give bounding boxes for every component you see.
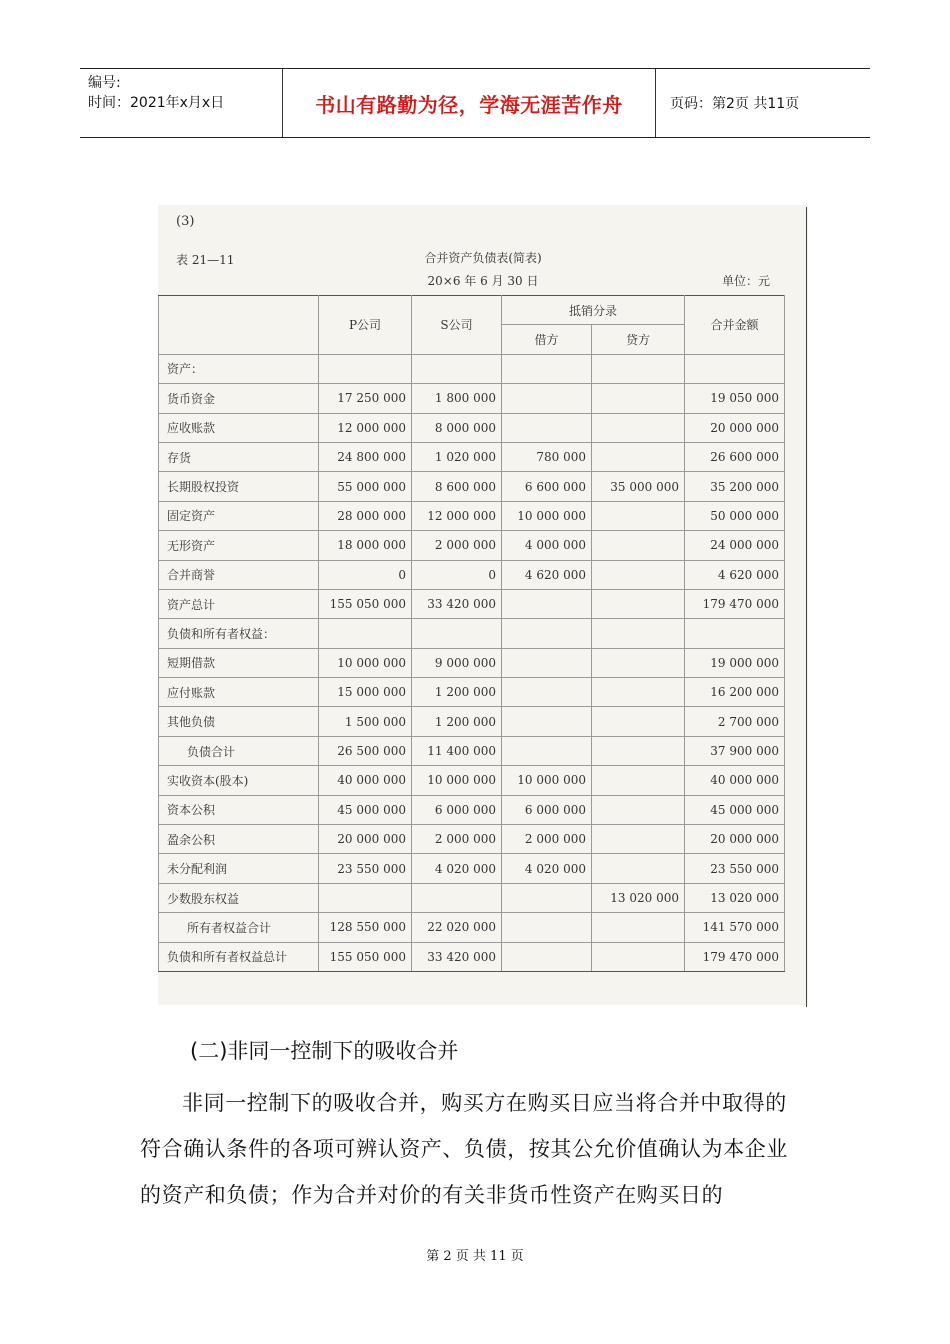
table-row xyxy=(159,825,785,854)
cell-total: 45 000 000 xyxy=(685,795,785,824)
table-row xyxy=(159,766,785,795)
cell-debit xyxy=(502,413,592,442)
table-row xyxy=(159,648,785,677)
cell-s: 1 800 000 xyxy=(412,384,502,413)
header-page-info: 页码：第2页 共11页 xyxy=(670,96,800,112)
cell-p: 45 000 000 xyxy=(319,795,412,824)
cell-p: 0 xyxy=(319,560,412,589)
table-row xyxy=(159,442,785,471)
cell-p: 55 000 000 xyxy=(319,472,412,501)
table-row xyxy=(159,501,785,530)
cell-total: 179 470 000 xyxy=(685,589,785,618)
row-item: 其他负债 xyxy=(159,707,319,736)
table-row xyxy=(159,913,785,942)
cell-s: 8 000 000 xyxy=(412,413,502,442)
cell-credit: 13 020 000 xyxy=(592,883,685,912)
cell-p xyxy=(319,354,412,383)
cell-debit xyxy=(502,707,592,736)
cell-debit xyxy=(502,678,592,707)
header-meta xyxy=(80,69,283,137)
cell-credit xyxy=(592,678,685,707)
cell-s xyxy=(412,354,502,383)
cell-s: 12 000 000 xyxy=(412,501,502,530)
table-row xyxy=(159,883,785,912)
table-row xyxy=(159,854,785,883)
row-item: 短期借款 xyxy=(159,648,319,677)
cell-credit xyxy=(592,531,685,560)
cell-total: 4 620 000 xyxy=(685,560,785,589)
cell-p: 17 250 000 xyxy=(319,384,412,413)
row-item: 所有者权益合计 xyxy=(159,913,319,942)
cell-debit xyxy=(502,913,592,942)
cell-debit xyxy=(502,354,592,383)
cell-total: 37 900 000 xyxy=(685,736,785,765)
cell-total: 19 000 000 xyxy=(685,648,785,677)
cell-total xyxy=(685,619,785,648)
cell-s: 1 200 000 xyxy=(412,707,502,736)
cell-total: 23 550 000 xyxy=(685,854,785,883)
cell-credit xyxy=(592,854,685,883)
cell-s: 2 000 000 xyxy=(412,531,502,560)
cell-total: 26 600 000 xyxy=(685,442,785,471)
cell-debit: 4 020 000 xyxy=(502,854,592,883)
row-item: 应收账款 xyxy=(159,413,319,442)
table-row xyxy=(159,472,785,501)
cell-total: 2 700 000 xyxy=(685,707,785,736)
header-s-company: S公司 xyxy=(412,296,502,355)
cell-s: 6 000 000 xyxy=(412,795,502,824)
cell-s: 33 420 000 xyxy=(412,942,502,971)
table-row xyxy=(159,413,785,442)
row-item: 合并商誉 xyxy=(159,560,319,589)
cell-credit xyxy=(592,354,685,383)
row-item: 实收资本(股本) xyxy=(159,766,319,795)
consolidated-balance-sheet xyxy=(158,295,785,972)
figure-edge-line xyxy=(806,207,807,1007)
row-item: 无形资产 xyxy=(159,531,319,560)
section-heading: (二)非同一控制下的吸收合并 xyxy=(190,1039,459,1063)
page-header xyxy=(80,68,870,138)
row-item: 资产： xyxy=(159,354,319,383)
cell-total: 19 050 000 xyxy=(685,384,785,413)
cell-total xyxy=(685,354,785,383)
row-item: 盈余公积 xyxy=(159,825,319,854)
cell-p: 28 000 000 xyxy=(319,501,412,530)
cell-p: 1 500 000 xyxy=(319,707,412,736)
table-title: 合并资产负债表(简表) xyxy=(424,251,542,265)
cell-s: 33 420 000 xyxy=(412,589,502,618)
header-p-company: P公司 xyxy=(319,296,412,355)
row-item: 应付账款 xyxy=(159,678,319,707)
cell-credit xyxy=(592,501,685,530)
cell-credit xyxy=(592,589,685,618)
cell-total: 20 000 000 xyxy=(685,825,785,854)
body-paragraph: 非同一控制下的吸收合并，购买方在购买日应当将合并中取得的符合确认条件的各项可辨认资产、负债，按其公允价值确认为本企业的资产和负债；作为合并对价的有关非货币性资产在购买日的 xyxy=(140,1091,788,1207)
cell-p: 155 050 000 xyxy=(319,589,412,618)
cell-p: 24 800 000 xyxy=(319,442,412,471)
cell-p xyxy=(319,883,412,912)
header-elimination: 抵销分录 xyxy=(502,296,685,325)
cell-s xyxy=(412,619,502,648)
cell-p: 23 550 000 xyxy=(319,854,412,883)
row-item: 负债和所有者权益： xyxy=(159,619,319,648)
cell-s: 1 020 000 xyxy=(412,442,502,471)
cell-debit: 10 000 000 xyxy=(502,501,592,530)
table-date: 20×6 年 6 月 30 日 xyxy=(427,274,539,288)
cell-p: 12 000 000 xyxy=(319,413,412,442)
cell-p: 40 000 000 xyxy=(319,766,412,795)
cell-debit xyxy=(502,736,592,765)
row-item: 资产总计 xyxy=(159,589,319,618)
date-label: 时间：2021年x月x日 xyxy=(88,95,225,111)
cell-credit xyxy=(592,413,685,442)
table-row xyxy=(159,384,785,413)
header-consolidated: 合并金额 xyxy=(685,296,785,355)
row-item: 存货 xyxy=(159,442,319,471)
cell-credit xyxy=(592,648,685,677)
cell-s: 0 xyxy=(412,560,502,589)
cell-s: 10 000 000 xyxy=(412,766,502,795)
header-debit: 借方 xyxy=(502,325,592,354)
cell-s: 9 000 000 xyxy=(412,648,502,677)
row-item: 资本公积 xyxy=(159,795,319,824)
figure-label: (3) xyxy=(176,214,195,229)
cell-credit xyxy=(592,707,685,736)
cell-debit: 2 000 000 xyxy=(502,825,592,854)
cell-credit xyxy=(592,795,685,824)
cell-p: 20 000 000 xyxy=(319,825,412,854)
table-row xyxy=(159,531,785,560)
row-item: 固定资产 xyxy=(159,501,319,530)
table-number: 表 21—11 xyxy=(176,253,235,267)
cell-total: 141 570 000 xyxy=(685,913,785,942)
row-item: 长期股权投资 xyxy=(159,472,319,501)
table-row xyxy=(159,560,785,589)
table-row xyxy=(159,678,785,707)
cell-credit xyxy=(592,913,685,942)
cell-p: 18 000 000 xyxy=(319,531,412,560)
cell-debit: 780 000 xyxy=(502,442,592,471)
cell-p: 128 550 000 xyxy=(319,913,412,942)
row-item: 少数股东权益 xyxy=(159,883,319,912)
cell-total: 20 000 000 xyxy=(685,413,785,442)
cell-total: 24 000 000 xyxy=(685,531,785,560)
cell-total: 16 200 000 xyxy=(685,678,785,707)
cell-debit: 6 600 000 xyxy=(502,472,592,501)
cell-credit xyxy=(592,442,685,471)
row-item: 未分配利润 xyxy=(159,854,319,883)
cell-s: 4 020 000 xyxy=(412,854,502,883)
table-row xyxy=(159,736,785,765)
cell-p: 155 050 000 xyxy=(319,942,412,971)
cell-credit xyxy=(592,766,685,795)
header-credit: 贷方 xyxy=(592,325,685,354)
row-item: 货币资金 xyxy=(159,384,319,413)
cell-credit xyxy=(592,384,685,413)
page-footer: 第 2 页 共 11 页 xyxy=(426,1249,524,1264)
cell-debit: 6 000 000 xyxy=(502,795,592,824)
cell-credit: 35 000 000 xyxy=(592,472,685,501)
cell-total: 50 000 000 xyxy=(685,501,785,530)
cell-debit xyxy=(502,942,592,971)
cell-p: 10 000 000 xyxy=(319,648,412,677)
cell-debit xyxy=(502,589,592,618)
doc-number-label: 编号: xyxy=(88,75,121,91)
table-row xyxy=(159,354,785,383)
cell-credit xyxy=(592,942,685,971)
table-unit: 单位：元 xyxy=(721,274,770,288)
cell-debit: 10 000 000 xyxy=(502,766,592,795)
cell-debit: 4 000 000 xyxy=(502,531,592,560)
cell-debit xyxy=(502,648,592,677)
cell-s xyxy=(412,883,502,912)
cell-s: 8 600 000 xyxy=(412,472,502,501)
cell-debit xyxy=(502,619,592,648)
cell-p xyxy=(319,619,412,648)
cell-total: 179 470 000 xyxy=(685,942,785,971)
cell-debit xyxy=(502,883,592,912)
cell-s: 22 020 000 xyxy=(412,913,502,942)
cell-total: 40 000 000 xyxy=(685,766,785,795)
table-row xyxy=(159,707,785,736)
cell-credit xyxy=(592,619,685,648)
cell-s: 2 000 000 xyxy=(412,825,502,854)
scanned-table-figure xyxy=(158,205,808,1005)
cell-debit xyxy=(502,384,592,413)
cell-total: 13 020 000 xyxy=(685,883,785,912)
cell-credit xyxy=(592,560,685,589)
cell-p: 15 000 000 xyxy=(319,678,412,707)
row-item: 负债合计 xyxy=(159,736,319,765)
cell-total: 35 200 000 xyxy=(685,472,785,501)
cell-debit: 4 620 000 xyxy=(502,560,592,589)
table-row xyxy=(159,619,785,648)
table-row xyxy=(159,589,785,618)
table-row xyxy=(159,795,785,824)
header-motto: 书山有路勤为径，学海无涯苦作舟 xyxy=(283,69,656,137)
table-row xyxy=(159,942,785,971)
cell-s: 11 400 000 xyxy=(412,736,502,765)
header-item xyxy=(159,296,319,355)
cell-credit xyxy=(592,825,685,854)
cell-credit xyxy=(592,736,685,765)
cell-s: 1 200 000 xyxy=(412,678,502,707)
cell-p: 26 500 000 xyxy=(319,736,412,765)
row-item: 负债和所有者权益总计 xyxy=(159,942,319,971)
